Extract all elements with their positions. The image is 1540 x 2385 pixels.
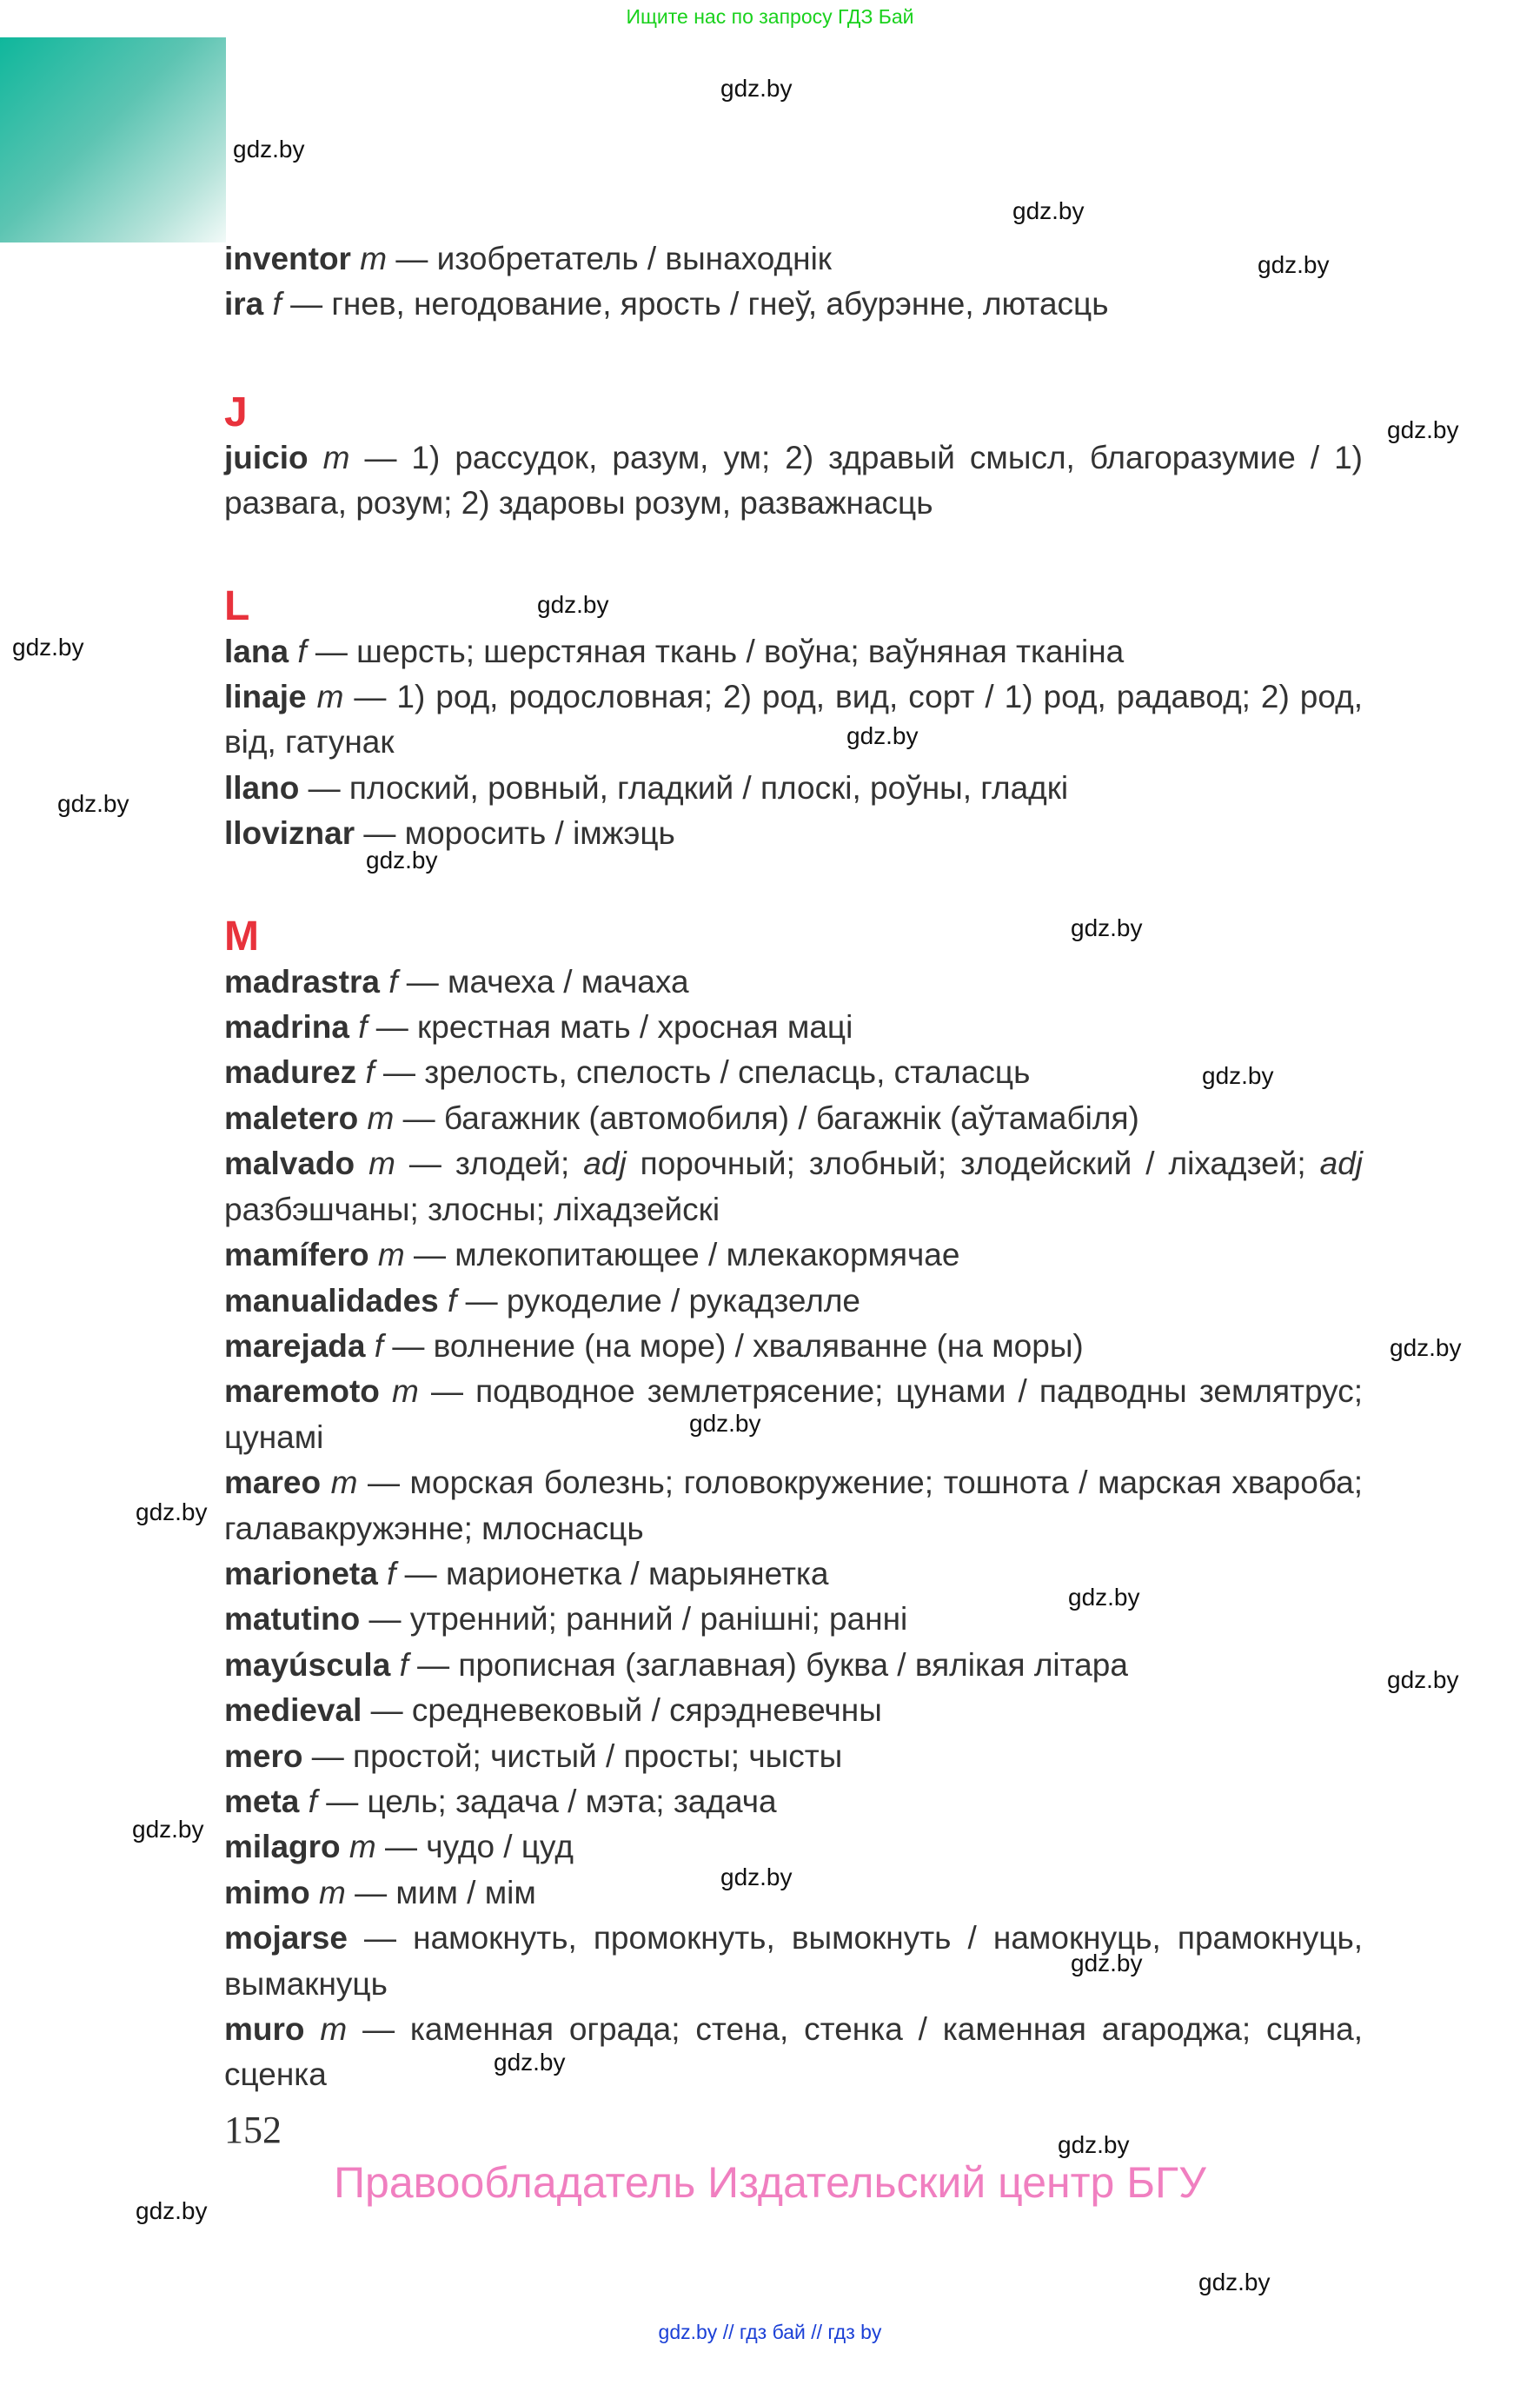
entry-translation: — марионетка / марыянетка [395, 1555, 829, 1591]
watermark-text: gdz.by [537, 591, 609, 618]
entry-gender-mark: f [388, 963, 398, 1000]
dictionary-entry [224, 1597, 1363, 1642]
dictionary-entry [224, 1688, 1363, 1733]
watermark-text: gdz.by [1058, 2131, 1130, 2158]
entry-translation: — цель; задача / мэта; задача [316, 1783, 777, 1819]
dictionary-entry [224, 766, 1363, 811]
entry-headword: mimo [224, 1874, 310, 1910]
entry-translation: — рукоделие / рукадзелле [456, 1282, 861, 1319]
entry-gender-mark: m [367, 1099, 395, 1136]
entry-gender-mark: f [399, 1646, 408, 1683]
entry-translation: — злодей; adj порочный; злобный; злодейский / ліхадзей; adj разбэшчаны; злосны; ліхадзейскі [224, 1146, 1364, 1227]
watermark-text: gdz.by [1012, 197, 1085, 224]
watermark-text: gdz.by [720, 75, 793, 102]
section-letter-m: M [224, 913, 259, 960]
entry-headword: meta [224, 1783, 300, 1819]
entry-headword: marejada [224, 1327, 366, 1364]
entry-gender-mark: f [358, 1009, 368, 1046]
watermark-text: gdz.by [1387, 1666, 1459, 1693]
entry-headword: madrastra [224, 963, 380, 1000]
entry-headword: lloviznar [224, 815, 355, 852]
entry-translation: — плоский, ровный, гладкий / плоскі, роўны, гладкі [299, 769, 1069, 806]
page-number: 152 [224, 2109, 282, 2151]
entry-headword: madurez [224, 1054, 357, 1091]
watermark-text: gdz.by [136, 2197, 208, 2224]
dictionary-entry [224, 282, 1363, 327]
rights-holder-notice: Правообладатель Издательский центр БГУ [334, 2158, 1206, 2207]
watermark-text: gdz.by [1198, 2269, 1271, 2295]
entry-translation: — чудо / цуд [375, 1829, 574, 1865]
section-letter-j: J [224, 389, 248, 435]
entry-headword: llano [224, 769, 300, 806]
entry-translation: — шерсть; шерстяная ткань / воўна; ваўняная тканіна [306, 633, 1125, 669]
entry-headword: inventor [224, 241, 351, 276]
watermark-text: gdz.by [1390, 1334, 1462, 1361]
entry-headword: maletero [224, 1099, 359, 1136]
entry-translation: — гнев, негодование, ярость / гнеў, абурэнне, лютасць [281, 286, 1109, 322]
entry-gender-mark: f [448, 1282, 457, 1319]
entry-headword: muro [224, 2011, 305, 2047]
watermark-text: gdz.by [1068, 1584, 1140, 1611]
dictionary-entry [224, 2007, 1363, 2098]
entry-translation: — мим / мім [345, 1874, 536, 1910]
entry-gender-mark: f [365, 1054, 375, 1091]
dictionary-entry [224, 1005, 1363, 1050]
dictionary-entry [224, 1141, 1363, 1232]
dictionary-content [224, 236, 1363, 2098]
dictionary-entry [224, 1734, 1363, 1779]
watermark-text: gdz.by [846, 722, 919, 749]
dictionary-entry [224, 1870, 1363, 1916]
entry-translation: — 1) род, родословная; 2) род, вид, сорт / 1) род, радавод; 2) род, від, гатунак [224, 679, 1363, 761]
watermark-text: gdz.by [494, 2049, 566, 2076]
entry-translation: — намокнуть, промокнуть, вымокнуть / намокнуць, прамокнуць, вымакнуць [224, 1920, 1363, 2002]
watermark-text: gdz.by [132, 1816, 204, 1843]
dictionary-entry [224, 1050, 1363, 1095]
dictionary-entry [224, 1096, 1363, 1141]
adj-mark: adj [1319, 1146, 1364, 1182]
entry-gender-mark: m [348, 1829, 376, 1865]
entry-gender-mark: m [330, 1465, 358, 1501]
dictionary-entry [224, 1779, 1363, 1824]
entry-translation: — утренний; ранний / ранішні; ранні [360, 1601, 908, 1638]
entry-gender-mark: m [316, 679, 344, 715]
entry-translation: — крестная мать / хросная маці [367, 1009, 853, 1046]
section-letter-l: L [224, 582, 250, 629]
dictionary-entry [224, 1324, 1363, 1369]
dictionary-entry [224, 236, 1363, 282]
dictionary-entry [224, 674, 1363, 766]
watermark-text: gdz.by [1071, 914, 1143, 941]
watermark-text: gdz.by [57, 790, 129, 817]
adj-mark: adj [583, 1146, 627, 1182]
entry-headword: milagro [224, 1829, 341, 1865]
entry-translation: — прописная (заглавная) буква / вялікая літара [408, 1646, 1128, 1683]
dictionary-entry [224, 1279, 1363, 1324]
entry-translation: — багажник (автомобиля) / багажнік (аўтамабіля) [394, 1099, 1139, 1136]
entry-headword: maremoto [224, 1373, 380, 1410]
watermark-text: gdz.by [233, 136, 305, 163]
entry-headword: malvado [224, 1146, 355, 1182]
entry-gender-mark: m [377, 1237, 405, 1273]
entry-gender-mark: f [374, 1327, 384, 1364]
entry-gender-mark: m [392, 1373, 419, 1410]
entry-translation: — мачеха / мачаха [397, 963, 689, 1000]
entry-headword: matutino [224, 1601, 361, 1638]
entry-headword: mayúscula [224, 1646, 391, 1683]
watermark-text: gdz.by [720, 1863, 793, 1890]
entry-translation: — млекопитающее / млекакормячае [404, 1237, 960, 1273]
dictionary-entry [224, 1916, 1363, 2007]
watermark-text: gdz.by [1071, 1950, 1143, 1976]
dictionary-entry [224, 1643, 1363, 1688]
entry-translation: — зрелость, спелость / спеласць, сталасць [374, 1054, 1031, 1091]
entry-gender-mark: m [368, 1146, 395, 1182]
entry-headword: madrina [224, 1009, 349, 1046]
entry-headword: medieval [224, 1692, 362, 1729]
entry-gender-mark: m [322, 439, 350, 475]
watermark-text: gdz.by [12, 634, 84, 661]
entry-headword: marioneta [224, 1555, 378, 1591]
dictionary-entry [224, 629, 1363, 674]
watermark-text: gdz.by [1258, 251, 1330, 278]
dictionary-entry [224, 1369, 1363, 1460]
entry-gender-mark: m [320, 2011, 348, 2047]
dictionary-entry [224, 960, 1363, 1005]
entry-headword: lana [224, 633, 289, 669]
entry-translation: — 1) рассудок, разум, ум; 2) здравый смысл, благоразумие / 1) развага, розум; 2) здаровы розум, разважнасць [224, 439, 1363, 522]
entry-headword: mamífero [224, 1237, 369, 1273]
watermark-text: gdz.by [366, 847, 438, 874]
dictionary-entry [224, 1232, 1363, 1278]
entry-translation: — подводное землетрясение; цунами / падводны землятрус; цунамі [224, 1373, 1363, 1455]
top-banner: Ищите нас по запросу ГДЗ Бай [626, 5, 914, 28]
entry-translation: — волнение (на море) / хваляванне (на моры) [383, 1327, 1084, 1364]
dictionary-entry [224, 1460, 1363, 1551]
entry-headword: mero [224, 1737, 303, 1774]
entry-translation: — простой; чистый / просты; чысты [302, 1737, 843, 1774]
entry-gender-mark: m [318, 1874, 346, 1910]
watermark-text: gdz.by [136, 1498, 208, 1525]
corner-gradient-block [0, 37, 226, 242]
entry-translation: — каменная ограда; стена, стенка / каменная агароджа; сцяна, сценка [224, 2011, 1363, 2093]
watermark-text: gdz.by [1387, 416, 1459, 443]
entry-translation: — моросить / імжэць [355, 815, 675, 852]
dictionary-entry [224, 1824, 1363, 1870]
entry-gender-mark: f [387, 1555, 396, 1591]
entry-headword: juicio [224, 439, 309, 475]
entry-translation: — морская болезнь; головокружение; тошнота / марская хвароба; галавакружэнне; млоснасць [224, 1465, 1364, 1546]
entry-gender-mark: f [308, 1783, 317, 1819]
entry-headword: linaje [224, 679, 307, 715]
entry-gender-mark: m [360, 241, 388, 276]
entry-gender-mark: f [297, 633, 307, 669]
dictionary-entry [224, 1551, 1363, 1597]
watermark-text: gdz.by [1202, 1062, 1274, 1089]
entry-gender-mark: f [272, 286, 282, 322]
entry-headword: ira [224, 286, 264, 322]
entry-translation: — средневековый / сярэдневечны [362, 1692, 882, 1729]
entry-headword: manualidades [224, 1282, 439, 1319]
entry-translation: — изобретатель / вынаходнік [387, 241, 832, 276]
watermark-text: gdz.by [689, 1410, 761, 1437]
entry-headword: mojarse [224, 1920, 348, 1956]
footer-links[interactable]: gdz.by // гдз бай // гдз by [658, 2321, 882, 2343]
dictionary-entry [224, 435, 1363, 527]
entry-headword: mareo [224, 1465, 322, 1501]
